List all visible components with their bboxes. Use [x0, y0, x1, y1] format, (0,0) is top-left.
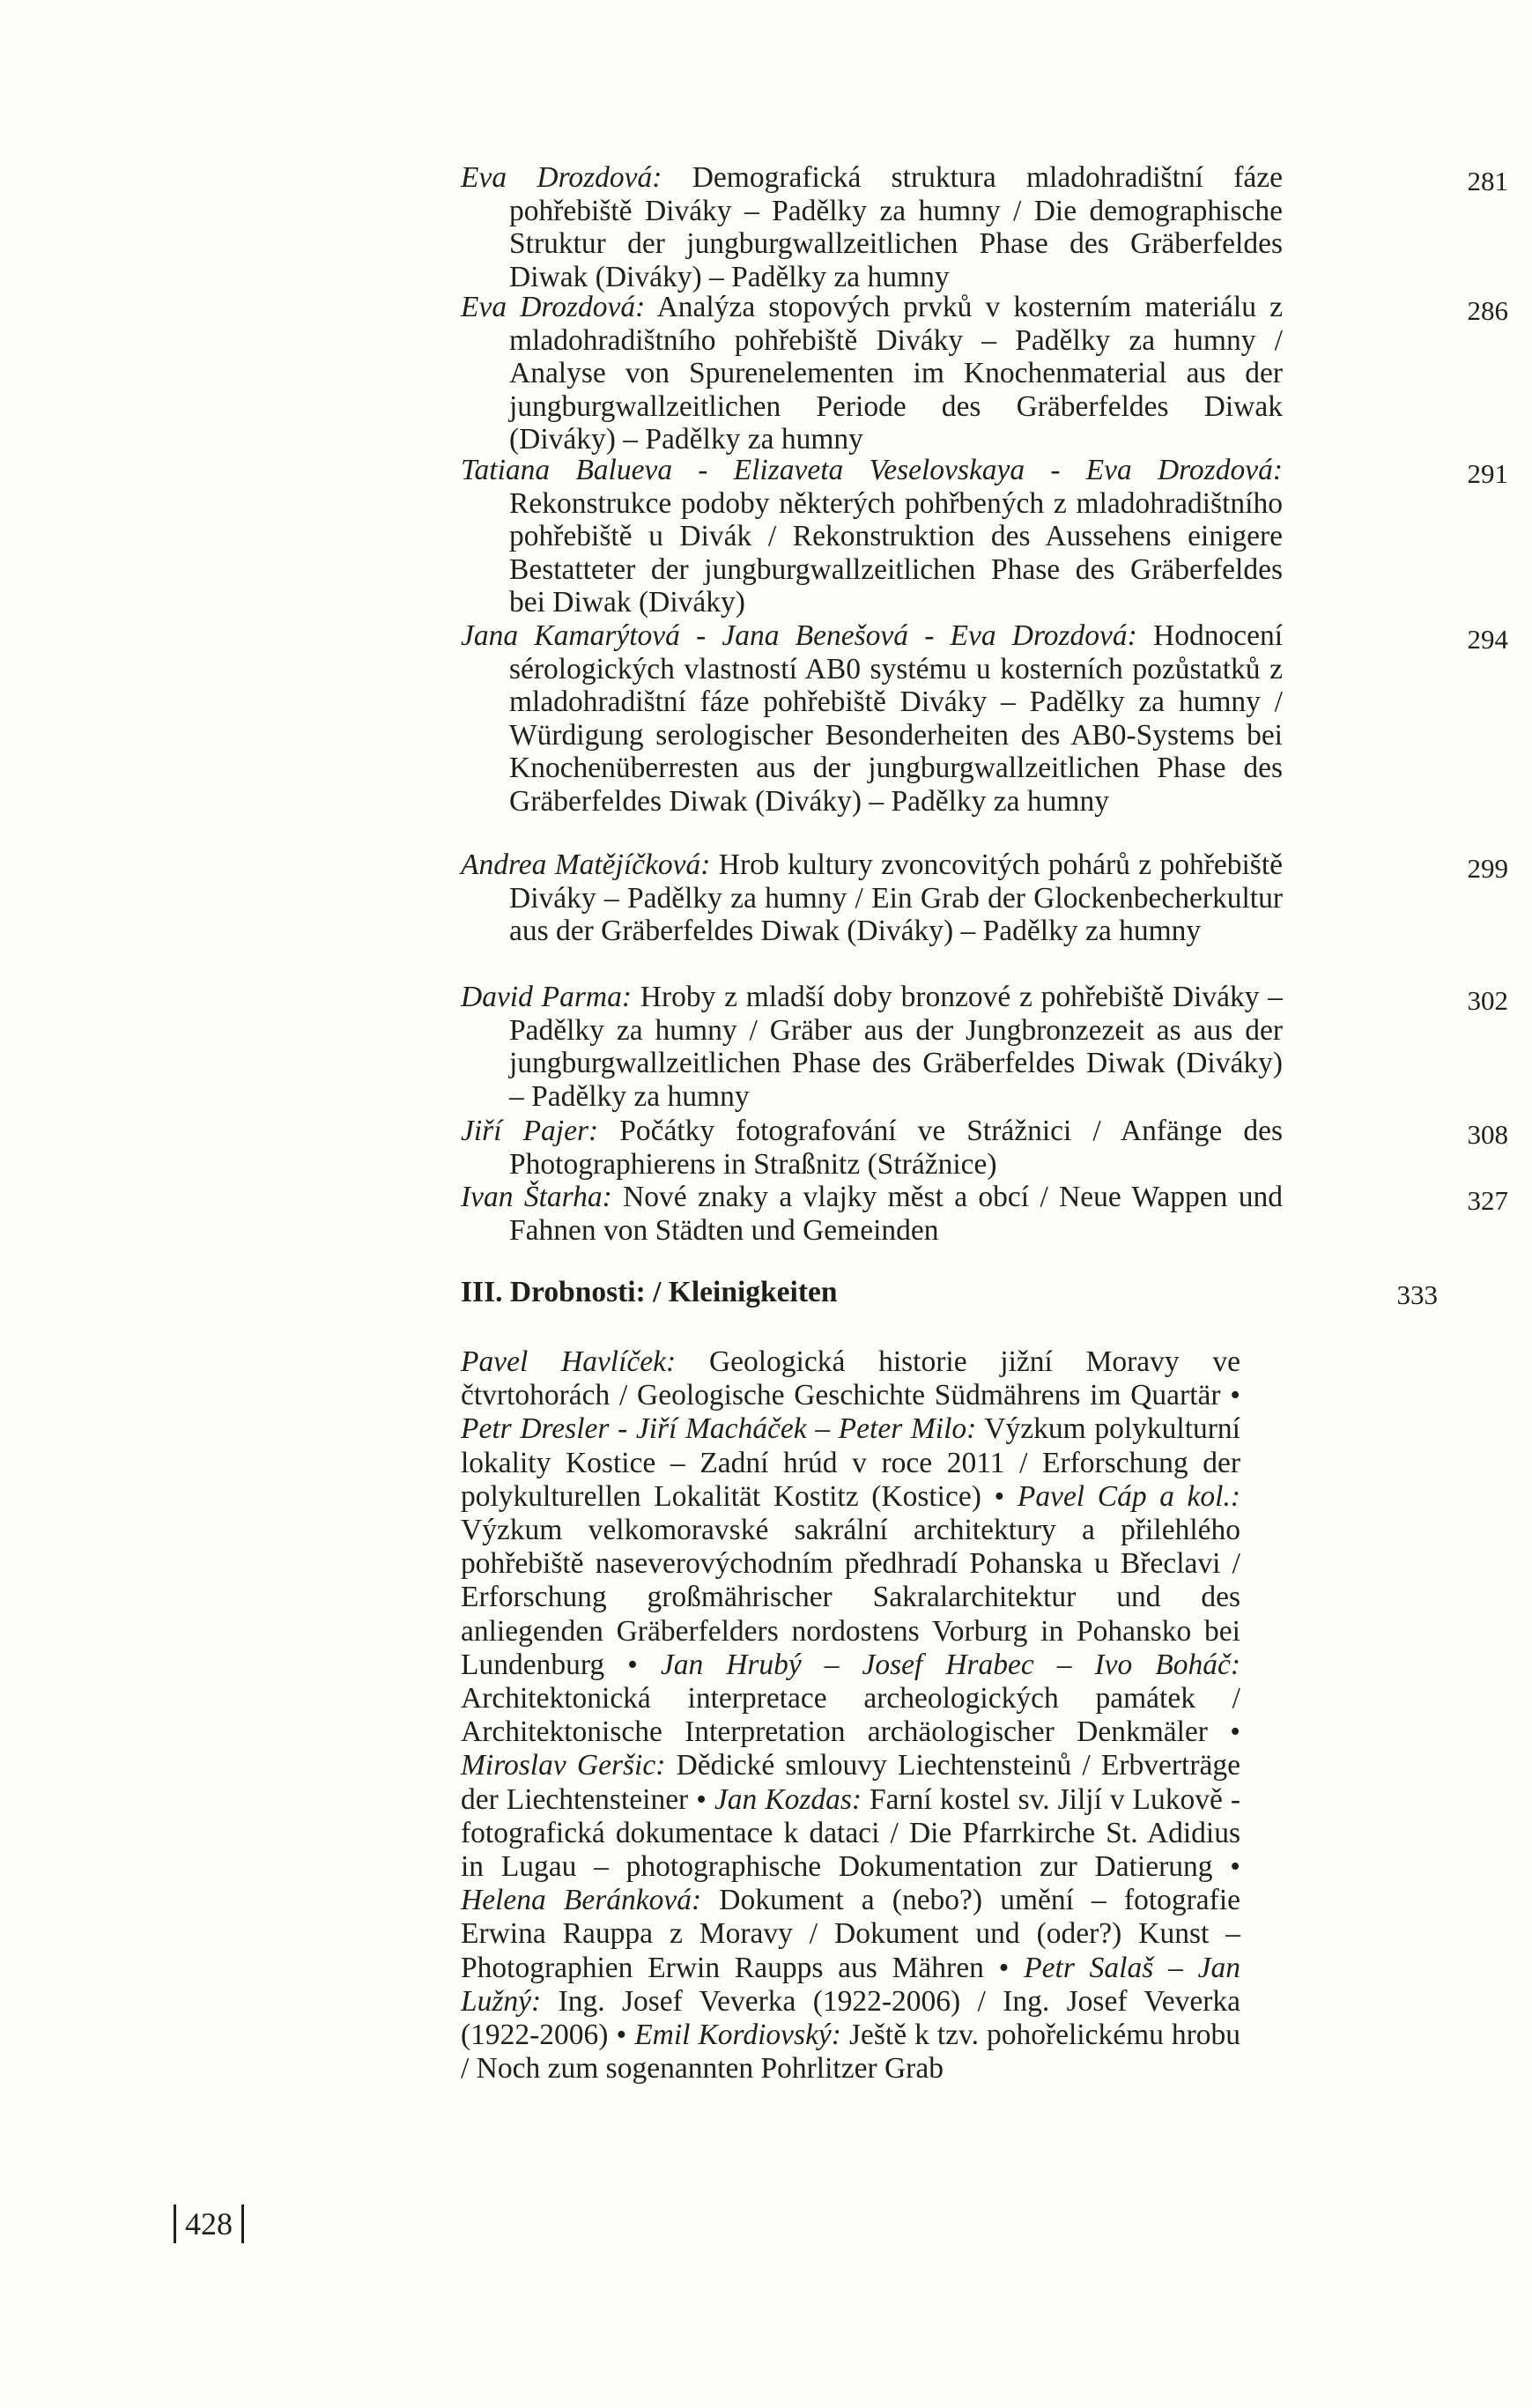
- item-author: Jan Hrubý – Josef Hrabec – Ivo Boháč:: [660, 1648, 1241, 1681]
- entry-page: 302: [1467, 985, 1508, 1016]
- item-author: Miroslav Geršic:: [461, 1749, 666, 1782]
- folio-rule-left: [174, 2204, 176, 2243]
- entry-author: Jana Kamarýtová - Jana Benešová - Eva Drozdová:: [461, 619, 1137, 652]
- entry-page: 291: [1467, 458, 1508, 489]
- item-author: Jan Kozdas:: [714, 1782, 862, 1816]
- item-text: Dědické smlouvy Liechtensteinů / Erbverträge der Liechtensteiner: [461, 1749, 1241, 1816]
- toc-entry: [461, 1115, 1508, 1181]
- separator-bullet: •: [1230, 1850, 1240, 1884]
- separator-bullet: •: [994, 1479, 1005, 1513]
- item-text: Geologická historie jižní Moravy ve čtvrtohorách / Geologische Geschichte Südmährens im Quartär: [461, 1345, 1241, 1412]
- entry-author: Eva Drozdová:: [461, 291, 646, 323]
- item-author: Pavel Cáp a kol.:: [1017, 1479, 1241, 1513]
- item-text: Dokument a (nebo?) umění – fotografie Erwina Rauppa z Moravy / Dokument und (oder?) Kunst – Photographien Erwin Raupps aus Mähren: [461, 1884, 1240, 1984]
- entry-page: 294: [1467, 624, 1508, 655]
- entry-page: 327: [1467, 1185, 1508, 1216]
- entry-title: Demografická struktura mladohradištní fáze pohřebiště Diváky – Padělky za humny / Die demographische Struktur der jungburgwallzeitlichen Phase des Gräberfeldes Diwak (Diváky) – Padělky za humny: [509, 161, 1283, 293]
- entry-title: Nové znaky a vlajky měst a obcí / Neue Wappen und Fahnen von Städten und Gemeinden: [509, 1181, 1284, 1247]
- item-author: Emil Kordiovský:: [634, 2019, 841, 2052]
- toc-entry: [461, 619, 1508, 818]
- item-text: Architektonická interpretace archeologických památek / Architektonische Interpretation archäologischer Denkmäler: [461, 1682, 1240, 1749]
- entry-author: David Parma:: [461, 981, 632, 1013]
- toc-entry: [461, 161, 1508, 293]
- entry-title: Hroby z mladší doby bronzové z pohřebiště Diváky – Padělky za humny / Gräber aus der Jungbronzezeit as aus der jungburgwallzeitlichen Phase des Gräberfeldes Diwak (Diváky) – Padělky za humny: [509, 981, 1284, 1113]
- folio-number: 428: [185, 2206, 233, 2241]
- entry-author: Ivan Štarha:: [461, 1181, 612, 1213]
- entry-author: Jiří Pajer:: [461, 1115, 599, 1147]
- item-text: Výzkum polykulturní lokality Kostice – Zadní hrúd v roce 2011 / Erforschung der polykulturellen Lokalität Kostitz (Kostice): [461, 1412, 1240, 1513]
- item-text: Farní kostel sv. Jiljí v Lukově - fotografická dokumentace k dataci / Die Pfarrkirche St. Adidius in Lugau – photographische Dokumentation zur Datierung: [461, 1782, 1241, 1884]
- page-number: [174, 2204, 244, 2243]
- toc-entry: [461, 454, 1508, 619]
- entry-title: Rekonstrukce podoby některých pohřbených z mladohradištního pohřebiště u Divák / Rekonstruktion des Aussehens einigere Bestatteter der jungburgwallzeitlichen Phase des Gräberfeldes bei Diwak (Diváky): [509, 486, 1283, 619]
- miscellany-paragraph: [461, 1345, 1240, 2086]
- toc-entry: [461, 848, 1508, 948]
- separator-bullet: •: [998, 1951, 1010, 1984]
- item-author: Pavel Havlíček:: [461, 1345, 677, 1378]
- separator-bullet: •: [627, 1648, 638, 1681]
- item-author: Petr Dresler - Jiří Macháček – Peter Milo:: [461, 1412, 977, 1446]
- entry-title: Hodnocení sérologických vlastností AB0 systému u kosterních pozůstatků z mladohradištní fáze pohřebiště Diváky – Padělky za humny / Würdigung serologischer Besonderheiten des AB0-Systems bei Knochenüberresten aus der jungburgwallzeitlichen Phase des Gräberfeldes Diwak (Diváky) – Padělky za humny: [509, 619, 1284, 818]
- item-text: Ing. Josef Veverka (1922-2006) / Ing. Josef Veverka (1922-2006): [461, 1984, 1240, 2052]
- separator-bullet: •: [696, 1782, 707, 1816]
- entry-title: Počátky fotografování ve Strážnici / Anfänge des Photographierens in Straßnitz (Strážnice): [509, 1115, 1283, 1181]
- entry-author: Eva Drozdová:: [461, 161, 662, 194]
- separator-bullet: •: [616, 2019, 627, 2052]
- toc-entry: [461, 291, 1508, 456]
- entry-page: 299: [1467, 853, 1508, 884]
- separator-bullet: •: [1230, 1715, 1240, 1749]
- item-author: Petr Salaš – Jan Lužný:: [461, 1951, 1240, 2018]
- entry-title: Hrob kultury zvoncovitých pohárů z pohřebiště Diváky – Padělky za humny / Ein Grab der Glockenbecherkultur aus der Gräberfeldes Diwak (Diváky) – Padělky za humny: [509, 848, 1284, 947]
- section-heading: III. Drobnosti: / Kleinigkeiten: [461, 1276, 838, 1308]
- toc-entry: [461, 1181, 1508, 1247]
- item-author: Helena Beránková:: [461, 1884, 702, 1917]
- folio-rule-right: [241, 2204, 244, 2243]
- entry-title: Analýza stopových prvků v kosterním materiálu z mladohradištního pohřebiště Diváky – Padělky za humny / Analyse von Spurenelementen im Knochenmaterial aus der jungburgwallzeitlichen Periode des Gräberfeldes Diwak (Diváky) – Padělky za humny: [509, 291, 1283, 456]
- toc-entry: [461, 981, 1508, 1113]
- item-text: Výzkum velkomoravské sakrální architektury a přilehlého pohřebiště naseverovýchodním předhradí Pohanska u Břeclavi / Erforschung großmährischer Sakralarchitektur und des anliegenden Gräberfelders nordostens Vorburg in Pohansko bei Lundenburg: [461, 1514, 1240, 1681]
- entry-author: Andrea Matějíčková:: [461, 848, 711, 881]
- entry-page: 281: [1467, 166, 1508, 196]
- item-text: Ještě k tzv. pohořelickému hrobu / Noch zum sogenannten Pohrlitzer Grab: [461, 2019, 1241, 2086]
- entry-page: 308: [1467, 1119, 1508, 1150]
- entry-page: 286: [1467, 295, 1508, 326]
- entry-author: Tatiana Balueva - Elizaveta Veselovskaya - Eva Drozdová:: [461, 454, 1283, 486]
- separator-bullet: •: [1230, 1379, 1240, 1412]
- section-page: 333: [1396, 1279, 1438, 1310]
